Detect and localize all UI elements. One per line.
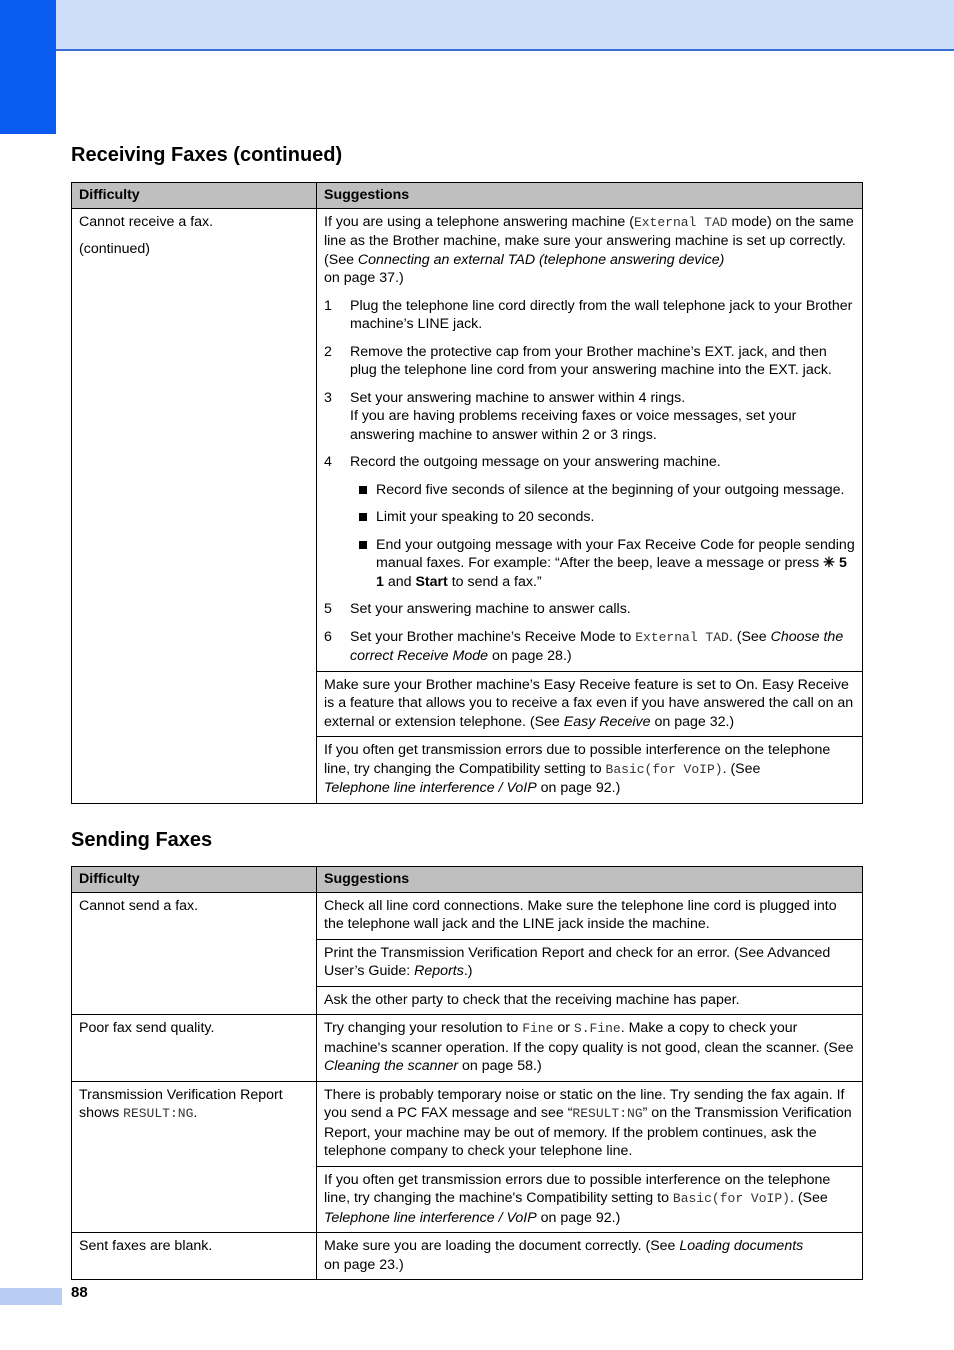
table-row [72, 1233, 863, 1280]
step-4: 4 Record the outgoing message on your answering machine. [324, 454, 721, 470]
suggestion-cell: If you often get transmission errors due to possible interference on the telephone line, try changing the machine's Compatibility setting to Basic(for VoIP). (See Telephone line interference / VoIP on page 92.) [317, 1166, 863, 1233]
step-2: 2 Remove the protective cap from your Brother machine’s EXT. jack, and then plug the telephone line cord from your answering machine into the EXT. jack. [324, 343, 832, 378]
section-heading-sending: Sending Faxes [71, 829, 213, 851]
chapter-tab [0, 0, 56, 134]
step-6: 6 Set your Brother machine’s Receive Mode to External TAD. (See Choose the correct Receive Mode on page 28.) [324, 628, 844, 664]
page-number-tab [0, 1288, 62, 1305]
table-header-row [72, 183, 863, 209]
suggestion-cell: Print the Transmission Verification Report and check for an error. (See Advanced User’s Guide: Reports.) [317, 939, 863, 986]
suggestion-cell-tad [317, 208, 863, 671]
step-3: 3 Set your answering machine to answer within 4 rings. If you are having problems receiving faxes or voice messages, set your answering machine to answer within 2 or 3 rings. [324, 389, 797, 443]
header-band [0, 0, 954, 51]
page-number: 88 [71, 1284, 88, 1301]
suggestion-cell: There is probably temporary noise or static on the line. Try sending the fax again. If you send a PC FAX message and see “RESULT:NG” on the Transmission Verification Report, your machine may be out of memory. If the problem continues, ask the telephone company to check your telephone line. [317, 1081, 863, 1166]
difficulty-cell: Poor fax send quality. [72, 1015, 317, 1082]
bullet-square-icon [359, 536, 376, 592]
column-header-difficulty: Difficulty [72, 183, 317, 209]
step-5: 5 Set your answering machine to answer calls. [324, 601, 631, 617]
tad-intro: If you are using a telephone answering machine (External TAD mode) on the same line as the Brother machine, make sure your answering machine is set up correctly. (See Connecting an external TAD (telephone answering device) on page 37.) [324, 213, 854, 286]
receiving-table [71, 182, 863, 804]
difficulty-continued: (continued) [79, 241, 150, 257]
bullet-item: End your outgoing message with your Fax Receive Code for people sending manual faxes. For example: “After the beep, leave a message or press ✳ 5 1 and Start to send a fax.” [359, 536, 855, 592]
suggestion-cell: Try changing your resolution to Fine or S.Fine. Make a copy to check your machine's scanner operation. If the copy quality is not good, clean the scanner. (See Cleaning the scanner on page 58.) [317, 1015, 863, 1082]
column-header-suggestions: Suggestions [317, 183, 863, 209]
section-heading-receiving: Receiving Faxes (continued) [71, 144, 343, 166]
bullet-item: Limit your speaking to 20 seconds. [359, 508, 855, 527]
suggestion-cell: Make sure you are loading the document correctly. (See Loading documents on page 23.) [317, 1233, 863, 1280]
suggestion-cell-easy-receive: Make sure your Brother machine’s Easy Receive feature is set to On. Easy Receive is a feature that allows you to receive a fax even if you have answered the call on an external or extension telephone. (See Easy Receive on page 32.) [317, 671, 863, 737]
table-row [72, 208, 863, 671]
column-header-suggestions: Suggestions [317, 867, 863, 893]
table-row [72, 1015, 863, 1082]
sending-table [71, 866, 863, 1280]
suggestion-cell: Ask the other party to check that the receiving machine has paper. [317, 986, 863, 1015]
column-header-difficulty: Difficulty [72, 867, 317, 893]
bullet-item: Record five seconds of silence at the beginning of your outgoing message. [359, 481, 855, 500]
suggestion-cell-voip: If you often get transmission errors due to possible interference on the telephone line, try changing the Compatibility setting to Basic(for VoIP). (See Telephone line interference / VoIP on page 92.) [317, 737, 863, 804]
difficulty-cell: Transmission Verification Report shows RESULT:NG. [72, 1081, 317, 1233]
suggestion-cell: Check all line cord connections. Make sure the telephone line cord is plugged into the telephone wall jack and the LINE jack inside the machine. [317, 892, 863, 939]
bullet-square-icon [359, 508, 376, 527]
difficulty-cell [72, 208, 317, 803]
table-row [72, 1081, 863, 1166]
step-1: 1 Plug the telephone line cord directly from the wall telephone jack to your Brother machine’s LINE jack. [324, 297, 853, 332]
difficulty-cell: Cannot send a fax. [72, 892, 317, 1015]
table-header-row [72, 867, 863, 893]
difficulty-cell: Sent faxes are blank. [72, 1233, 317, 1280]
table-row [72, 892, 863, 939]
bullet-square-icon [359, 481, 376, 500]
difficulty-text: Cannot receive a fax. [79, 213, 214, 230]
